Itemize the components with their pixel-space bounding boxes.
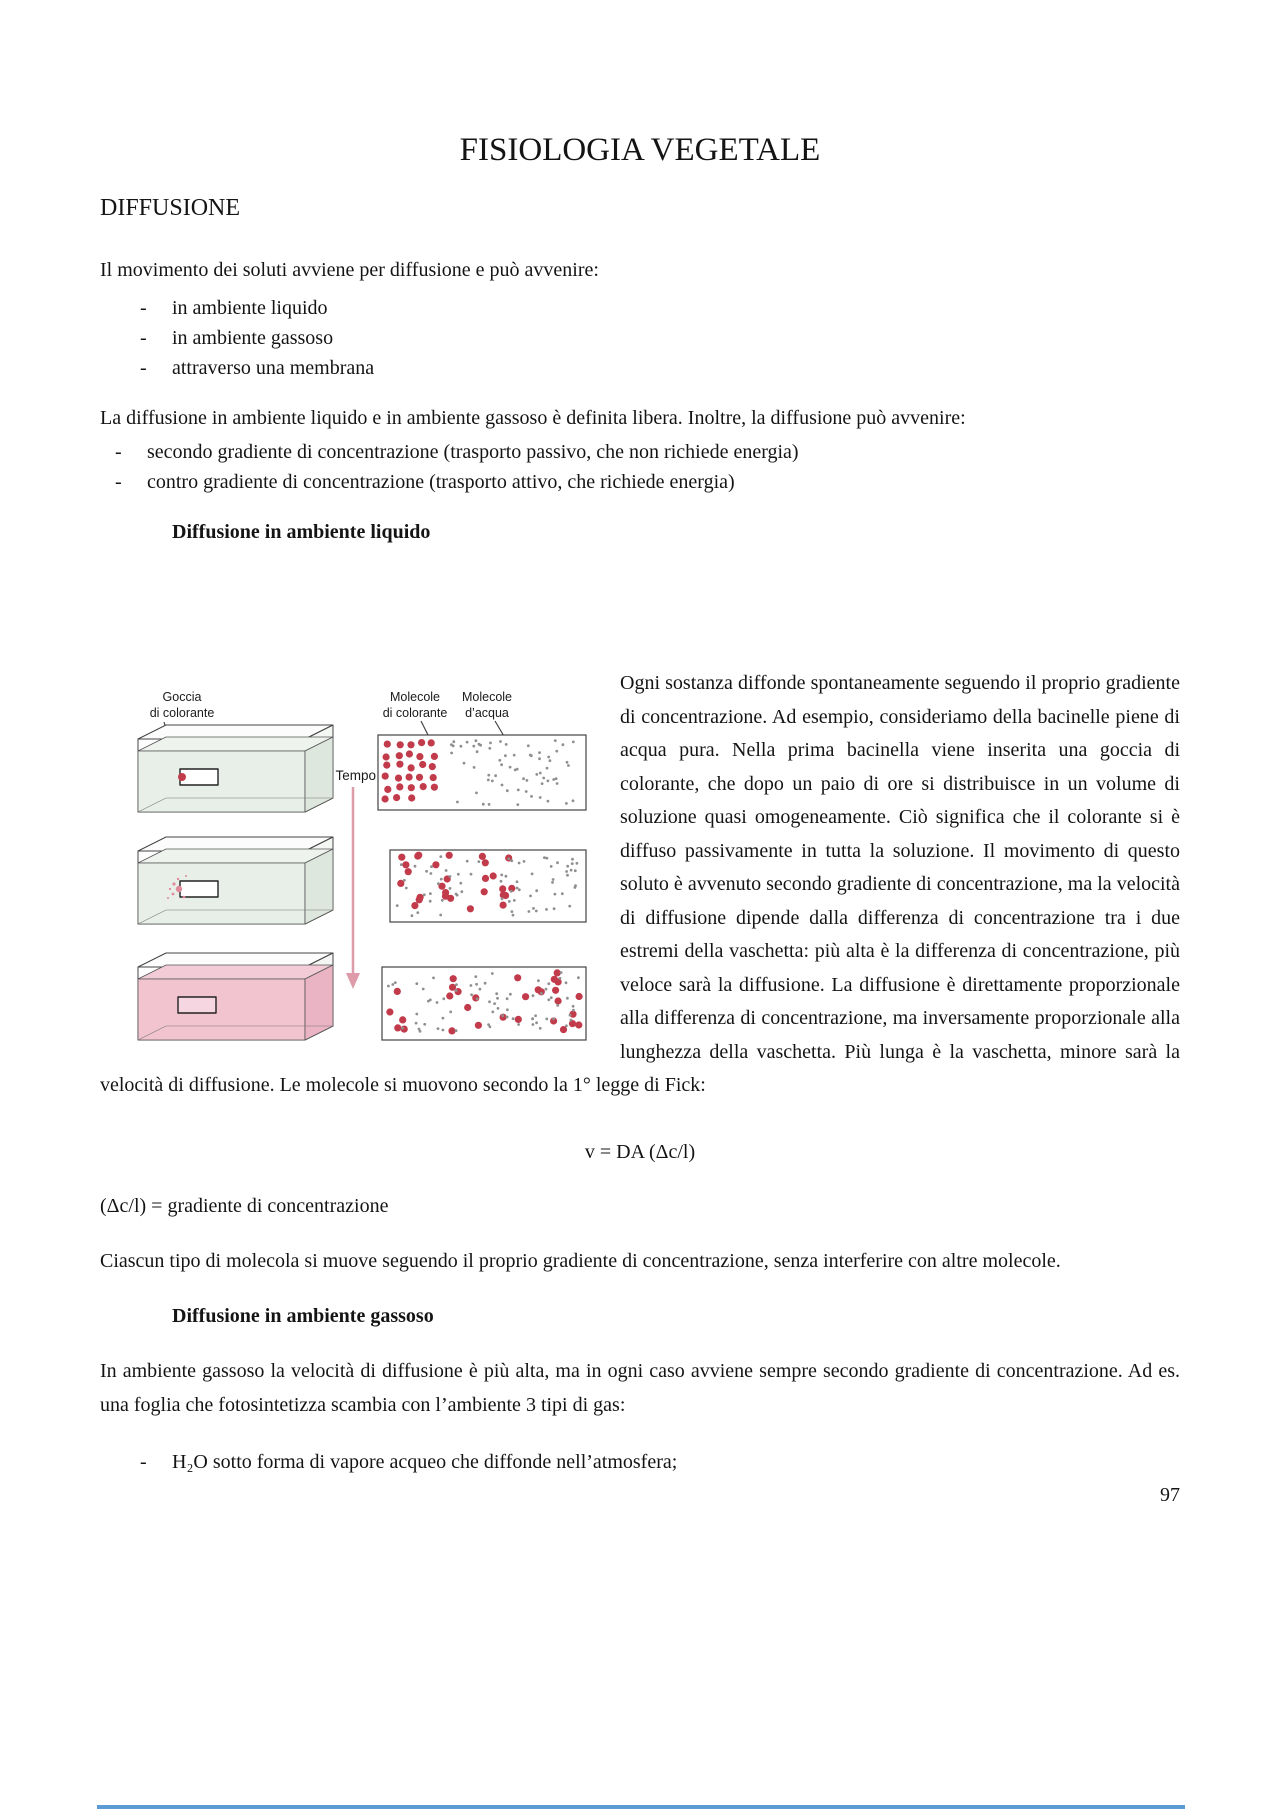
list-item: [115, 467, 1180, 497]
list-item-text: contro gradiente di concentrazione (trasporto attivo, che richiede energia): [147, 471, 735, 494]
list-item: [140, 323, 1180, 353]
subheading-gassoso: Diffusione in ambiente gassoso: [172, 1305, 434, 1328]
intro-paragraph: Il movimento dei soluti avviene per diffusione e può avvenire:: [100, 258, 599, 281]
svg-text:Molecole: Molecole: [461, 690, 513, 705]
page-content: [0, 132, 1280, 1509]
subheading-liquido: Diffusione in ambiente liquido: [172, 521, 431, 544]
gas-types-list: [100, 1447, 1180, 1477]
dash-bullet: -: [140, 357, 147, 380]
list-item: [115, 437, 1180, 467]
tank-1: [138, 725, 333, 812]
svg-text:Molecole: Molecole: [389, 690, 441, 705]
panel-2: [390, 850, 586, 922]
dash-bullet: -: [115, 441, 122, 464]
dash-bullet: -: [140, 297, 147, 320]
tank-3: [138, 953, 333, 1040]
diffusion-modes-list: [100, 293, 1180, 383]
svg-text:di colorante: di colorante: [382, 706, 448, 721]
dash-bullet: -: [140, 327, 147, 350]
svg-text:di colorante: di colorante: [149, 706, 215, 721]
figure-and-text-block: [100, 667, 1180, 1103]
dash-bullet: -: [140, 1451, 147, 1474]
panel-1: [378, 735, 586, 810]
gas-diffusion-paragraph: In ambiente gassoso la velocità di diffusione è più alta, ma in ogni caso avviene sempre secondo gradiente di concentrazione. Ad es. una foglia che fotosintetizza scambia con l’ambiente 3 tipi di gas:: [100, 1360, 1180, 1416]
svg-text:d’acqua: d’acqua: [465, 706, 509, 721]
liquid-diffusion-paragraph: Ogni sostanza diffonde spontaneamente seguendo il proprio gradiente di concentrazione. Ad esempio, consideriamo della bacinelle piene di acqua pura. Nella prima bacinella viene inserita una goccia di colorante, che dopo un paio di ore si distribuisce in un volume di soluzione quasi omogeneamente. Ciò significa che il colorante si è diffuso passivamente in tutta la soluzione. Il movimento di questo soluto è avvenuto secondo gradiente di concentrazione, ma la velocità di diffusione dipende dalla differenza di concentrazione tra i due estremi della vaschetta: più alta è la differenza di concentrazione, più veloce sarà la diffusione. La diffusione è direttamente proporzionale alla differenza di concentrazione, ma inversamente proporzionale alla lunghezza della vaschetta. Più lunga è la vaschetta, minore sarà la velocità di diffusione. Le molecole si muovono secondo la 1° legge di Fick:: [100, 672, 1180, 1097]
dye-drop: [178, 773, 186, 781]
dash-bullet: -: [115, 471, 122, 494]
list-item: [140, 293, 1180, 323]
tempo-arrow-head: [346, 973, 360, 989]
list-item-text: secondo gradiente di concentrazione (trasporto passivo, che non richiede energia): [147, 441, 799, 464]
diffusion-figure: [100, 667, 590, 1050]
list-item-text: attraverso una membrana: [172, 357, 375, 380]
panel-3: [382, 967, 586, 1040]
svg-text:Goccia: Goccia: [162, 690, 202, 705]
tempo-arrow: [335, 768, 376, 989]
section-heading-diffusione: DIFFUSIONE: [100, 195, 241, 222]
page-title: FISIOLOGIA VEGETALE: [459, 132, 821, 168]
gradient-definition: (Δc/l) = gradiente di concentrazione: [100, 1195, 389, 1218]
list-item-text: in ambiente liquido: [172, 297, 328, 320]
tank-2: [138, 837, 333, 924]
svg-text:Tempo: Tempo: [335, 768, 376, 784]
list-item-text: in ambiente gassoso: [172, 327, 334, 350]
diffusion-figure-svg: [100, 667, 590, 1050]
page-number: 97: [1160, 1484, 1180, 1507]
bottom-accent-line: [97, 1805, 1185, 1809]
list-item-text: H₂O sotto forma di vapore acqueo che diffonde nell’atmosfera;: [172, 1451, 678, 1474]
list-item: [140, 353, 1180, 383]
gradient-types-list: [100, 437, 1180, 497]
free-diffusion-paragraph: La diffusione in ambiente liquido e in ambiente gassoso è definita libera. Inoltre, la diffusione può avvenire:: [100, 407, 966, 430]
fick-law-equation: v = DA (Δc/l): [584, 1140, 696, 1163]
list-item: [140, 1447, 1180, 1477]
molecule-independence-paragraph: Ciascun tipo di molecola si muove seguendo il proprio gradiente di concentrazione, senza interferire con altre molecole.: [100, 1249, 1061, 1272]
